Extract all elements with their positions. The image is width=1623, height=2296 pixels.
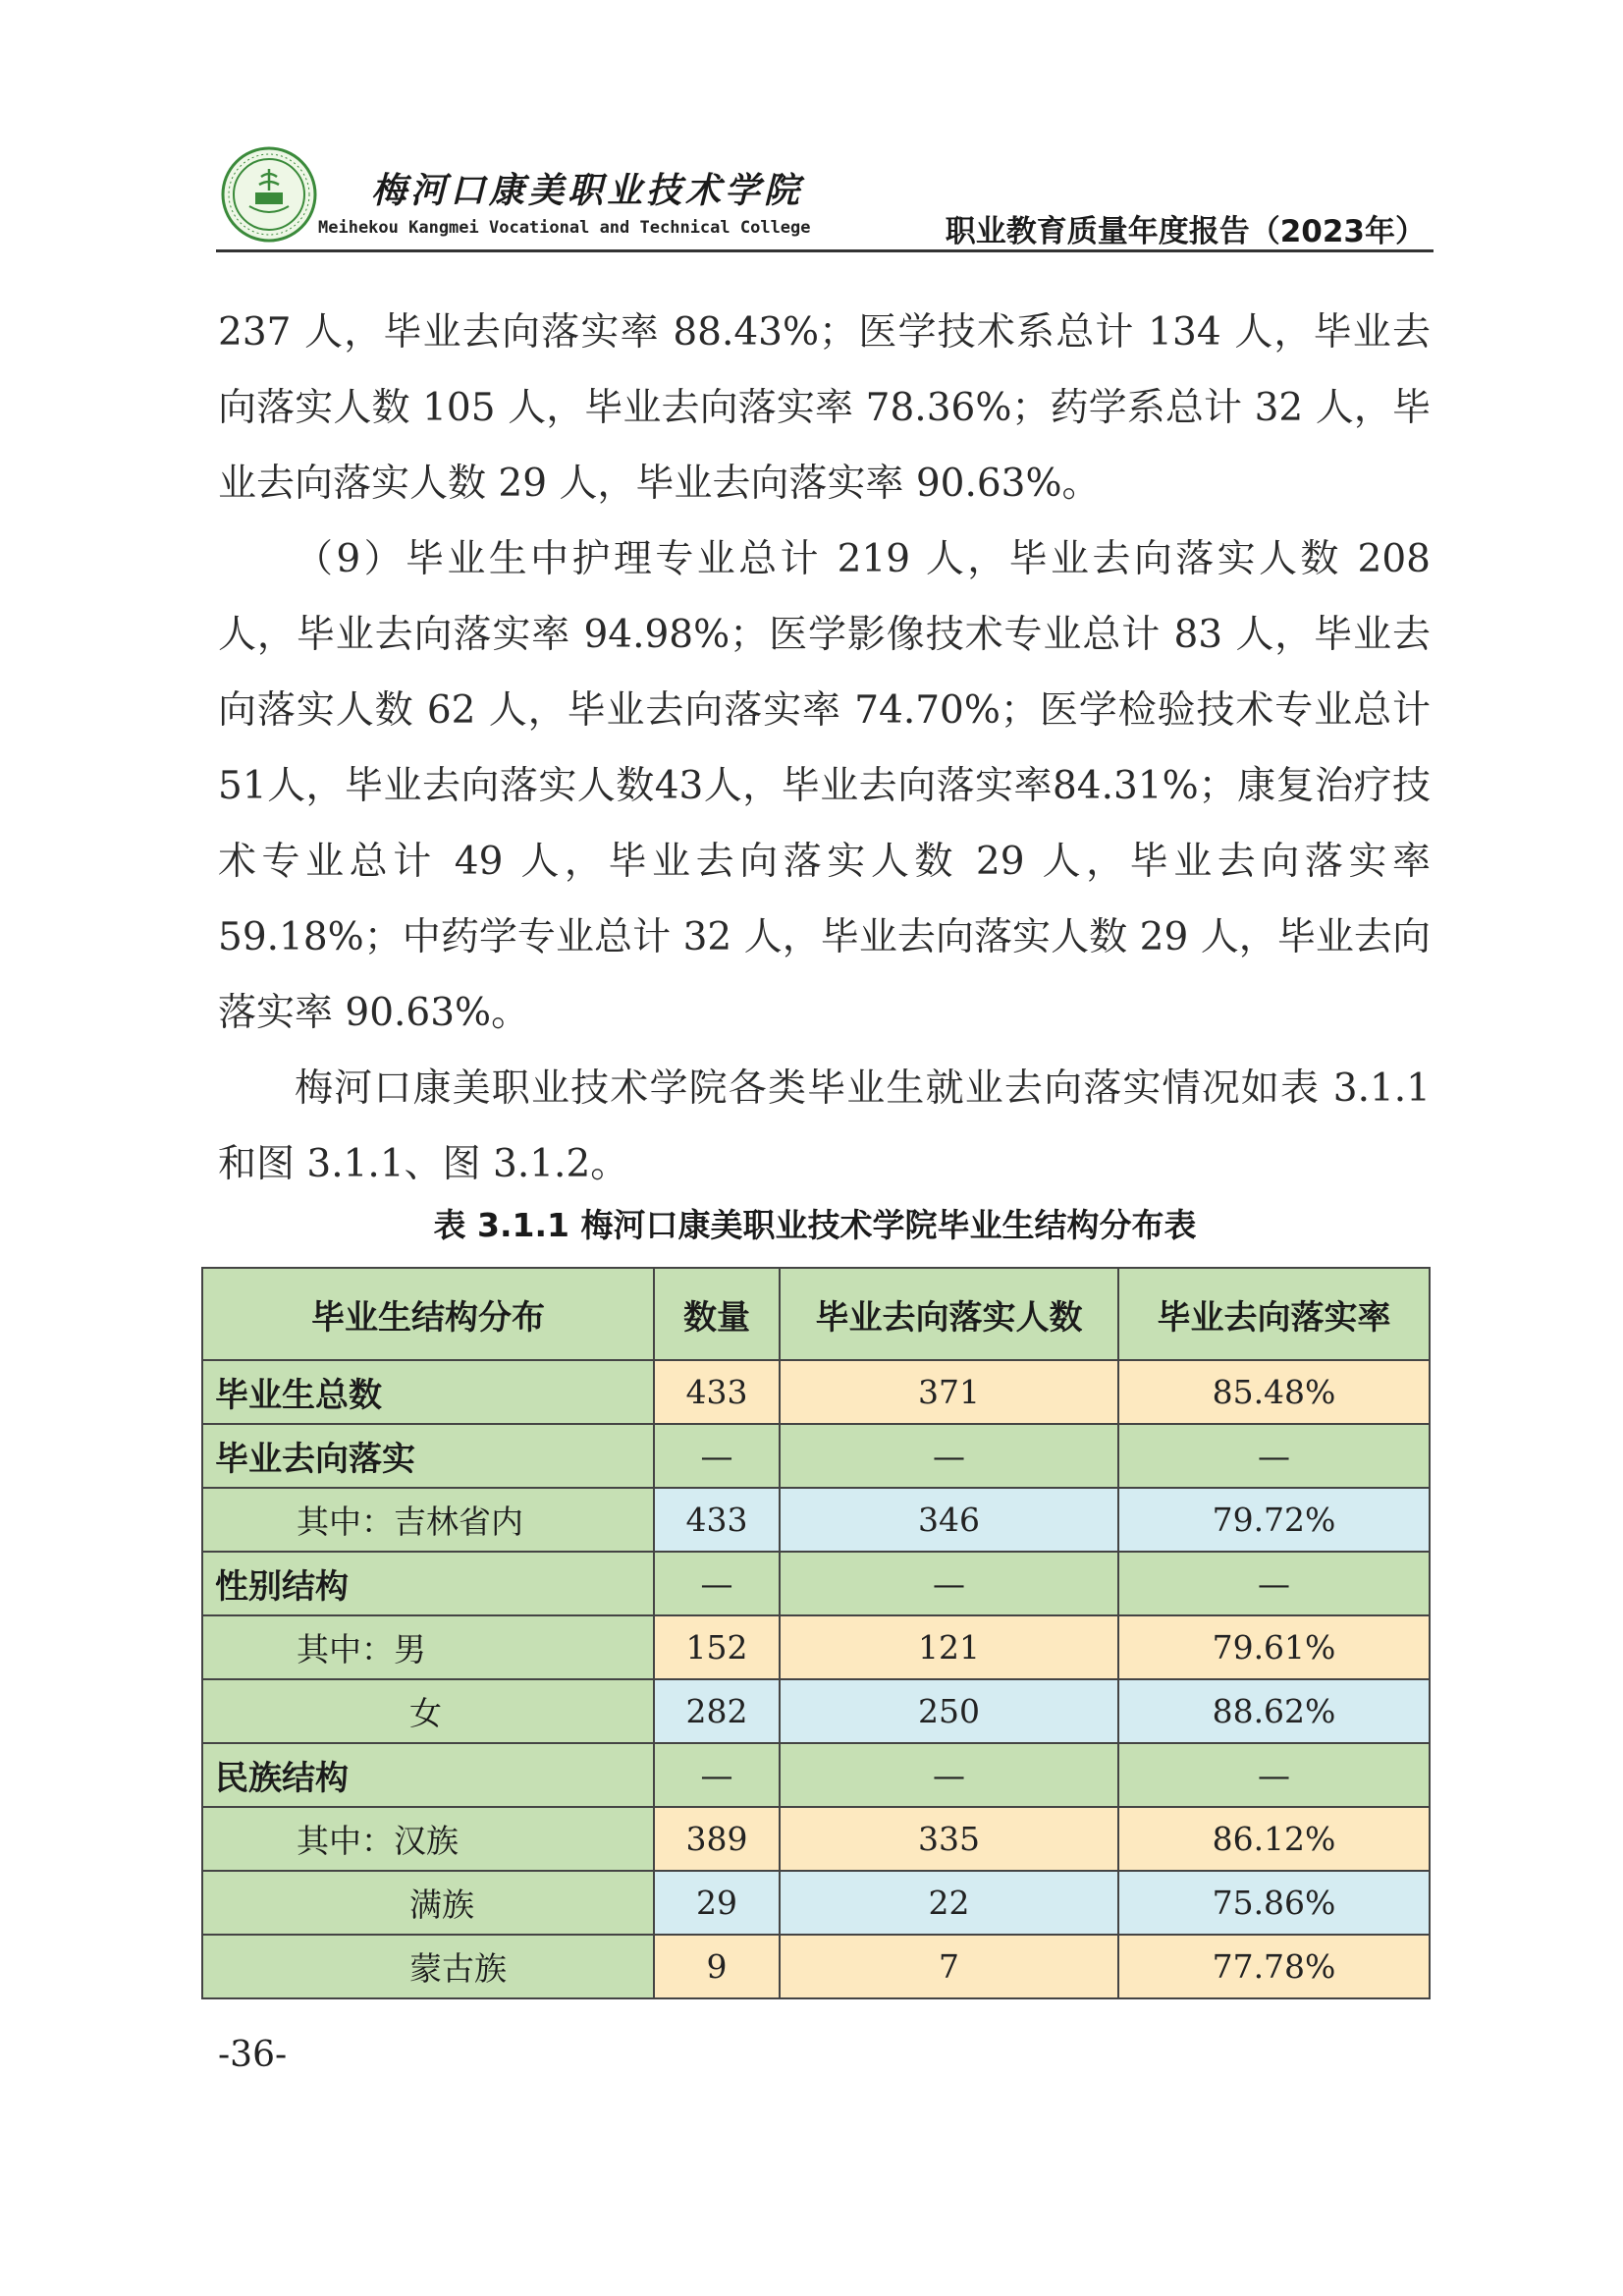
cell-rate: — <box>1118 1552 1430 1615</box>
cell-count: 282 <box>654 1679 780 1743</box>
table-row <box>202 1360 1430 1424</box>
column-header: 数量 <box>654 1268 780 1360</box>
row-label: 满族 <box>202 1871 654 1935</box>
school-name-en: Meihekou Kangmei Vocational and Technical College <box>318 218 811 238</box>
cell-count: — <box>654 1552 780 1615</box>
table-row <box>202 1935 1430 1998</box>
row-label: 毕业生总数 <box>202 1360 654 1424</box>
cell-placed: — <box>780 1424 1118 1488</box>
college-seal-icon <box>220 145 318 244</box>
cell-count: 389 <box>654 1807 780 1871</box>
table-caption: 表 3.1.1 梅河口康美职业技术学院毕业生结构分布表 <box>433 1206 1197 1244</box>
cell-count: — <box>654 1743 780 1807</box>
cell-count: 152 <box>654 1615 780 1679</box>
school-name-cn: 梅河口康美职业技术学院 <box>371 170 804 211</box>
row-label: 蒙古族 <box>202 1935 654 1998</box>
cell-rate: 86.12% <box>1118 1807 1430 1871</box>
cell-rate: — <box>1118 1424 1430 1488</box>
cell-count: 29 <box>654 1871 780 1935</box>
cell-count: 433 <box>654 1488 780 1552</box>
report-title: 职业教育质量年度报告（2023年） <box>945 214 1426 249</box>
cell-count: — <box>654 1424 780 1488</box>
row-label: 民族结构 <box>202 1743 654 1807</box>
row-label: 其中：男 <box>202 1615 654 1679</box>
graduate-structure-table <box>201 1267 1431 1999</box>
paragraph-2: （9）毕业生中护理专业总计 219 人，毕业去向落实人数 208 人，毕业去向落实率 94.98%；医学影像技术专业总计 83 人，毕业去向落实人数 62 人，毕业去向落实率 74.70%；医学检验技术专业总计51人，毕业去向落实人数43人，毕业去向落实率84.31%；康复治疗技术专业总计 49 人，毕业去向落实人数 29 人，毕业去向落实率 59.18%；中药学专业总计 32 人，毕业去向落实人数 29 人，毕业去向落实率 90.63%。 <box>218 537 1431 1035</box>
cell-placed: 250 <box>780 1679 1118 1743</box>
cell-rate: 79.72% <box>1118 1488 1430 1552</box>
column-header: 毕业去向落实率 <box>1118 1268 1430 1360</box>
table-row <box>202 1679 1430 1743</box>
cell-placed: 335 <box>780 1807 1118 1871</box>
cell-rate: 79.61% <box>1118 1615 1430 1679</box>
table-row <box>202 1871 1430 1935</box>
cell-placed: 346 <box>780 1488 1118 1552</box>
table-row <box>202 1743 1430 1807</box>
body-text <box>218 295 1431 1202</box>
table-row <box>202 1807 1430 1871</box>
cell-rate: — <box>1118 1743 1430 1807</box>
cell-count: 9 <box>654 1935 780 1998</box>
cell-rate: 85.48% <box>1118 1360 1430 1424</box>
table-row <box>202 1552 1430 1615</box>
paragraph-1: 237 人，毕业去向落实率 88.43%；医学技术系总计 134 人，毕业去向落实人数 105 人，毕业去向落实率 78.36%；药学系总计 32 人，毕业去向落实人数 29 人，毕业去向落实率 90.63%。 <box>218 310 1431 506</box>
cell-rate: 77.78% <box>1118 1935 1430 1998</box>
row-label: 其中：汉族 <box>202 1807 654 1871</box>
cell-placed: 22 <box>780 1871 1118 1935</box>
row-label: 女 <box>202 1679 654 1743</box>
cell-rate: 75.86% <box>1118 1871 1430 1935</box>
column-header: 毕业生结构分布 <box>202 1268 654 1360</box>
row-label: 性别结构 <box>202 1552 654 1615</box>
table-row <box>202 1615 1430 1679</box>
column-header: 毕业去向落实人数 <box>780 1268 1118 1360</box>
cell-placed: 121 <box>780 1615 1118 1679</box>
page-header <box>216 137 1434 255</box>
cell-count: 433 <box>654 1360 780 1424</box>
cell-placed: 7 <box>780 1935 1118 1998</box>
paragraph-3: 梅河口康美职业技术学院各类毕业生就业去向落实情况如表 3.1.1 和图 3.1.1、图 3.1.2。 <box>218 1066 1431 1186</box>
table-header-row <box>202 1268 1430 1360</box>
cell-rate: 88.62% <box>1118 1679 1430 1743</box>
cell-placed: — <box>780 1743 1118 1807</box>
row-label: 毕业去向落实 <box>202 1424 654 1488</box>
header-divider <box>216 249 1434 252</box>
table-row <box>202 1424 1430 1488</box>
row-label: 其中：吉林省内 <box>202 1488 654 1552</box>
cell-placed: — <box>780 1552 1118 1615</box>
cell-placed: 371 <box>780 1360 1118 1424</box>
table-row <box>202 1488 1430 1552</box>
page-number: -36- <box>218 2035 288 2075</box>
